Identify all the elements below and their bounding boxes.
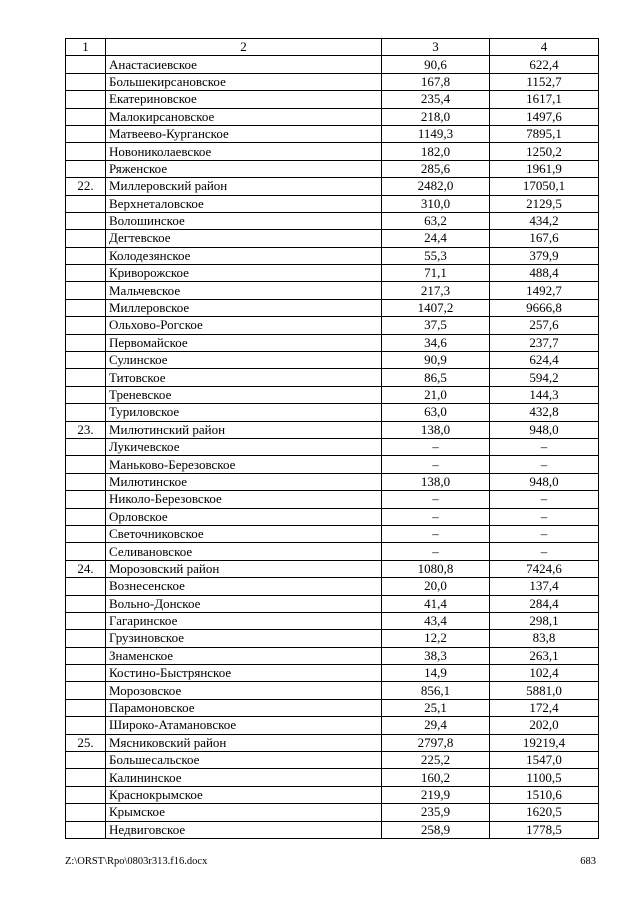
row-number-cell xyxy=(66,369,106,386)
name-cell: Новониколаевское xyxy=(106,143,382,160)
name-cell: Дегтевское xyxy=(106,230,382,247)
row-number-cell xyxy=(66,317,106,334)
table-row xyxy=(66,212,599,229)
value-cell-3: – xyxy=(382,508,490,525)
name-cell: Миллеровское xyxy=(106,299,382,316)
row-number-cell xyxy=(66,334,106,351)
value-cell-4: 172,4 xyxy=(490,699,599,716)
row-number-cell xyxy=(66,630,106,647)
value-cell-4: 7424,6 xyxy=(490,560,599,577)
table-row xyxy=(66,665,599,682)
value-cell-4: 622,4 xyxy=(490,56,599,73)
value-cell-3: 43,4 xyxy=(382,612,490,629)
value-cell-3: 258,9 xyxy=(382,821,490,838)
name-cell: Морозовское xyxy=(106,682,382,699)
row-number-cell xyxy=(66,160,106,177)
table-row xyxy=(66,717,599,734)
header-cell: 3 xyxy=(382,39,490,56)
value-cell-3: 86,5 xyxy=(382,369,490,386)
name-cell: Калининское xyxy=(106,769,382,786)
value-cell-3: 14,9 xyxy=(382,665,490,682)
row-number-cell xyxy=(66,386,106,403)
row-number-cell xyxy=(66,752,106,769)
table-row xyxy=(66,647,599,664)
value-cell-3: 20,0 xyxy=(382,578,490,595)
name-cell: Екатериновское xyxy=(106,91,382,108)
row-number-cell xyxy=(66,282,106,299)
row-number-cell xyxy=(66,473,106,490)
table-row xyxy=(66,682,599,699)
table-row xyxy=(66,560,599,577)
value-cell-4: 379,9 xyxy=(490,247,599,264)
table-row xyxy=(66,525,599,542)
value-cell-3: 219,9 xyxy=(382,786,490,803)
value-cell-3: 182,0 xyxy=(382,143,490,160)
value-cell-4: 284,4 xyxy=(490,595,599,612)
row-number-cell xyxy=(66,543,106,560)
row-number-cell xyxy=(66,821,106,838)
value-cell-3: 235,4 xyxy=(382,91,490,108)
table-row xyxy=(66,734,599,751)
value-cell-4: 1510,6 xyxy=(490,786,599,803)
value-cell-3: 37,5 xyxy=(382,317,490,334)
table-row xyxy=(66,160,599,177)
value-cell-4: – xyxy=(490,491,599,508)
value-cell-4: 1497,6 xyxy=(490,108,599,125)
name-cell: Мальчевское xyxy=(106,282,382,299)
value-cell-4: 137,4 xyxy=(490,578,599,595)
name-cell: Верхнеталовское xyxy=(106,195,382,212)
table-row xyxy=(66,612,599,629)
value-cell-4: 9666,8 xyxy=(490,299,599,316)
value-cell-3: 218,0 xyxy=(382,108,490,125)
name-cell: Крымское xyxy=(106,804,382,821)
header-cell: 2 xyxy=(106,39,382,56)
value-cell-3: 1080,8 xyxy=(382,560,490,577)
name-cell: Знаменское xyxy=(106,647,382,664)
name-cell: Селивановское xyxy=(106,543,382,560)
table-row xyxy=(66,282,599,299)
name-cell: Анастасиевское xyxy=(106,56,382,73)
value-cell-4: 1547,0 xyxy=(490,752,599,769)
table-row xyxy=(66,334,599,351)
name-cell: Николо-Березовское xyxy=(106,491,382,508)
value-cell-3: 1149,3 xyxy=(382,125,490,142)
name-cell: Краснокрымское xyxy=(106,786,382,803)
name-cell: Орловское xyxy=(106,508,382,525)
value-cell-4: 1617,1 xyxy=(490,91,599,108)
row-number-cell xyxy=(66,717,106,734)
row-number-cell xyxy=(66,91,106,108)
row-number-cell xyxy=(66,595,106,612)
value-cell-4: 1778,5 xyxy=(490,821,599,838)
name-cell: Недвиговское xyxy=(106,821,382,838)
value-cell-4: 17050,1 xyxy=(490,178,599,195)
row-number-cell xyxy=(66,456,106,473)
value-cell-3: 856,1 xyxy=(382,682,490,699)
value-cell-3: 1407,2 xyxy=(382,299,490,316)
value-cell-4: 488,4 xyxy=(490,265,599,282)
table-row xyxy=(66,786,599,803)
name-cell: Милютинское xyxy=(106,473,382,490)
name-cell: Малокирсановское xyxy=(106,108,382,125)
row-number-cell xyxy=(66,769,106,786)
value-cell-3: – xyxy=(382,456,490,473)
value-cell-4: 144,3 xyxy=(490,386,599,403)
name-cell: Треневское xyxy=(106,386,382,403)
value-cell-4: – xyxy=(490,508,599,525)
row-number-cell xyxy=(66,578,106,595)
value-cell-3: 63,2 xyxy=(382,212,490,229)
row-number-cell xyxy=(66,682,106,699)
name-cell: Светочниковское xyxy=(106,525,382,542)
name-cell: Большекирсановское xyxy=(106,73,382,90)
name-cell: Маньково-Березовское xyxy=(106,456,382,473)
value-cell-4: 257,6 xyxy=(490,317,599,334)
value-cell-4: 83,8 xyxy=(490,630,599,647)
row-number-cell xyxy=(66,491,106,508)
name-cell: Ольхово-Рогское xyxy=(106,317,382,334)
value-cell-4: 432,8 xyxy=(490,404,599,421)
value-cell-4: 1152,7 xyxy=(490,73,599,90)
table-header-row xyxy=(66,39,599,56)
row-number-cell: 24. xyxy=(66,560,106,577)
value-cell-3: 285,6 xyxy=(382,160,490,177)
name-cell: Лукичевское xyxy=(106,438,382,455)
table-row xyxy=(66,108,599,125)
row-number-cell xyxy=(66,73,106,90)
table-row xyxy=(66,630,599,647)
name-cell: Грузиновское xyxy=(106,630,382,647)
row-number-cell xyxy=(66,56,106,73)
value-cell-3: 21,0 xyxy=(382,386,490,403)
name-cell: Сулинское xyxy=(106,352,382,369)
value-cell-4: 237,7 xyxy=(490,334,599,351)
value-cell-3: 90,6 xyxy=(382,56,490,73)
row-number-cell xyxy=(66,525,106,542)
name-cell: Гагаринское xyxy=(106,612,382,629)
row-number-cell xyxy=(66,265,106,282)
name-cell: Ряженское xyxy=(106,160,382,177)
row-number-cell xyxy=(66,125,106,142)
table-row xyxy=(66,195,599,212)
name-cell: Вольно-Донское xyxy=(106,595,382,612)
value-cell-3: 24,4 xyxy=(382,230,490,247)
table-row xyxy=(66,56,599,73)
table-row xyxy=(66,352,599,369)
value-cell-3: – xyxy=(382,438,490,455)
value-cell-4: 1620,5 xyxy=(490,804,599,821)
table-row xyxy=(66,543,599,560)
table-row xyxy=(66,299,599,316)
value-cell-4: 1100,5 xyxy=(490,769,599,786)
row-number-cell xyxy=(66,404,106,421)
row-number-cell xyxy=(66,786,106,803)
table-row xyxy=(66,386,599,403)
name-cell: Милютинский район xyxy=(106,421,382,438)
row-number-cell xyxy=(66,247,106,264)
name-cell: Волошинское xyxy=(106,212,382,229)
row-number-cell xyxy=(66,212,106,229)
name-cell: Криворожское xyxy=(106,265,382,282)
name-cell: Вознесенское xyxy=(106,578,382,595)
table-row xyxy=(66,595,599,612)
value-cell-3: – xyxy=(382,491,490,508)
value-cell-4: 7895,1 xyxy=(490,125,599,142)
table-row xyxy=(66,752,599,769)
value-cell-3: 217,3 xyxy=(382,282,490,299)
value-cell-3: 38,3 xyxy=(382,647,490,664)
value-cell-3: 138,0 xyxy=(382,473,490,490)
row-number-cell xyxy=(66,647,106,664)
row-number-cell xyxy=(66,438,106,455)
value-cell-3: – xyxy=(382,543,490,560)
value-cell-3: 138,0 xyxy=(382,421,490,438)
name-cell: Широко-Атамановское xyxy=(106,717,382,734)
table-row xyxy=(66,125,599,142)
row-number-cell xyxy=(66,699,106,716)
table-row xyxy=(66,804,599,821)
header-cell: 1 xyxy=(66,39,106,56)
row-number-cell: 25. xyxy=(66,734,106,751)
table-row xyxy=(66,247,599,264)
value-cell-4: 263,1 xyxy=(490,647,599,664)
value-cell-4: 948,0 xyxy=(490,421,599,438)
name-cell: Первомайское xyxy=(106,334,382,351)
name-cell: Мясниковский район xyxy=(106,734,382,751)
row-number-cell xyxy=(66,195,106,212)
value-cell-3: 41,4 xyxy=(382,595,490,612)
value-cell-4: – xyxy=(490,543,599,560)
table-row xyxy=(66,769,599,786)
row-number-cell xyxy=(66,352,106,369)
value-cell-3: 71,1 xyxy=(382,265,490,282)
value-cell-4: 624,4 xyxy=(490,352,599,369)
row-number-cell xyxy=(66,612,106,629)
value-cell-3: 55,3 xyxy=(382,247,490,264)
table-row xyxy=(66,317,599,334)
value-cell-3: 225,2 xyxy=(382,752,490,769)
value-cell-4: – xyxy=(490,438,599,455)
page-number: 683 xyxy=(580,856,596,867)
value-cell-4: 5881,0 xyxy=(490,682,599,699)
row-number-cell xyxy=(66,804,106,821)
table-row xyxy=(66,230,599,247)
name-cell: Туриловское xyxy=(106,404,382,421)
value-cell-4: – xyxy=(490,456,599,473)
table-row xyxy=(66,508,599,525)
table-row xyxy=(66,143,599,160)
value-cell-4: 298,1 xyxy=(490,612,599,629)
name-cell: Колодезянское xyxy=(106,247,382,264)
table-row xyxy=(66,404,599,421)
value-cell-3: 12,2 xyxy=(382,630,490,647)
value-cell-4: 167,6 xyxy=(490,230,599,247)
row-number-cell: 22. xyxy=(66,178,106,195)
table-row xyxy=(66,578,599,595)
table-row xyxy=(66,91,599,108)
value-cell-3: 25,1 xyxy=(382,699,490,716)
value-cell-3: 90,9 xyxy=(382,352,490,369)
table-row xyxy=(66,821,599,838)
table-row xyxy=(66,699,599,716)
value-cell-3: 63,0 xyxy=(382,404,490,421)
value-cell-4: 434,2 xyxy=(490,212,599,229)
value-cell-3: 310,0 xyxy=(382,195,490,212)
header-cell: 4 xyxy=(490,39,599,56)
name-cell: Миллеровский район xyxy=(106,178,382,195)
name-cell: Большесальское xyxy=(106,752,382,769)
value-cell-4: 948,0 xyxy=(490,473,599,490)
table-row xyxy=(66,491,599,508)
value-cell-4: 1961,9 xyxy=(490,160,599,177)
value-cell-4: 102,4 xyxy=(490,665,599,682)
value-cell-4: 19219,4 xyxy=(490,734,599,751)
file-path-footer: Z:\ORST\Rpo\0803r313.f16.docx xyxy=(65,856,208,867)
table-row xyxy=(66,456,599,473)
value-cell-4: 2129,5 xyxy=(490,195,599,212)
table-row xyxy=(66,369,599,386)
name-cell: Титовское xyxy=(106,369,382,386)
row-number-cell: 23. xyxy=(66,421,106,438)
value-cell-3: 160,2 xyxy=(382,769,490,786)
row-number-cell xyxy=(66,230,106,247)
name-cell: Матвеево-Курганское xyxy=(106,125,382,142)
row-number-cell xyxy=(66,143,106,160)
table-row xyxy=(66,178,599,195)
value-cell-4: 1492,7 xyxy=(490,282,599,299)
value-cell-3: – xyxy=(382,525,490,542)
row-number-cell xyxy=(66,665,106,682)
value-cell-3: 34,6 xyxy=(382,334,490,351)
row-number-cell xyxy=(66,508,106,525)
value-cell-4: 594,2 xyxy=(490,369,599,386)
value-cell-4: – xyxy=(490,525,599,542)
table-row xyxy=(66,473,599,490)
row-number-cell xyxy=(66,299,106,316)
name-cell: Морозовский район xyxy=(106,560,382,577)
table-row xyxy=(66,438,599,455)
value-cell-3: 235,9 xyxy=(382,804,490,821)
value-cell-3: 29,4 xyxy=(382,717,490,734)
value-cell-4: 1250,2 xyxy=(490,143,599,160)
table-row xyxy=(66,421,599,438)
value-cell-3: 2482,0 xyxy=(382,178,490,195)
table-row xyxy=(66,265,599,282)
value-cell-4: 202,0 xyxy=(490,717,599,734)
data-table xyxy=(65,38,599,839)
value-cell-3: 2797,8 xyxy=(382,734,490,751)
table-row xyxy=(66,73,599,90)
name-cell: Парамоновское xyxy=(106,699,382,716)
row-number-cell xyxy=(66,108,106,125)
value-cell-3: 167,8 xyxy=(382,73,490,90)
name-cell: Костино-Быстрянское xyxy=(106,665,382,682)
